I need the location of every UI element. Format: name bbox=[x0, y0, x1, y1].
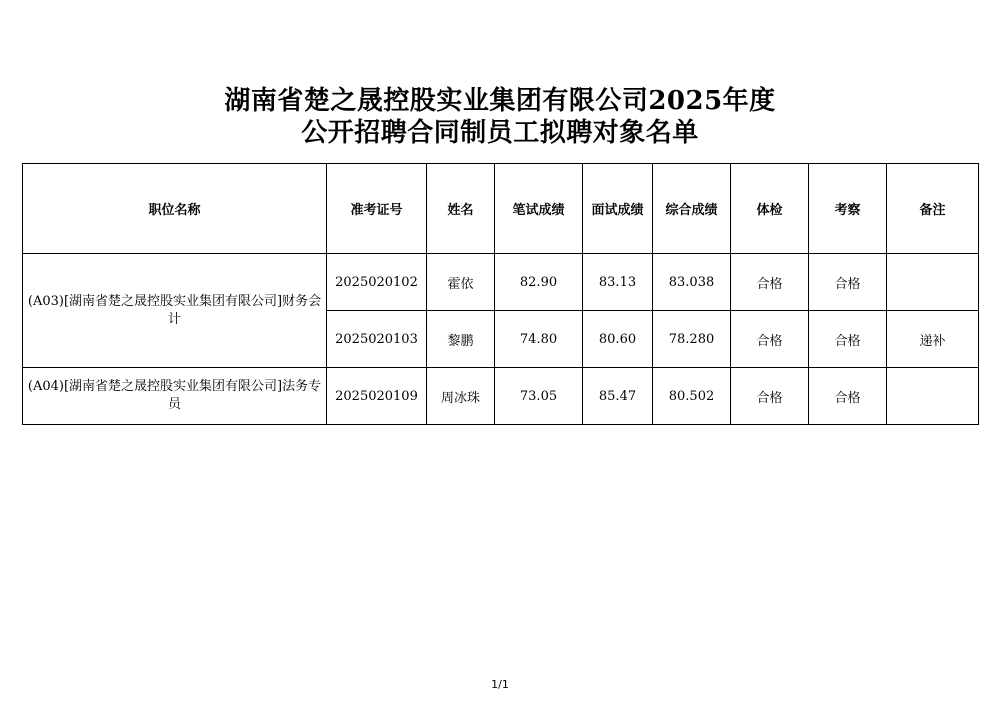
written-score-cell: 73.05 bbox=[495, 368, 583, 425]
position-cell: (A03)[湖南省楚之晟控股实业集团有限公司]财务会计 bbox=[23, 254, 327, 368]
name-cell: 霍依 bbox=[427, 254, 495, 311]
remark-cell: 递补 bbox=[887, 311, 979, 368]
exam-id-cell: 2025020103 bbox=[327, 311, 427, 368]
header-name: 姓名 bbox=[427, 164, 495, 254]
name-cell: 周冰珠 bbox=[427, 368, 495, 425]
inspection-cell: 合格 bbox=[809, 311, 887, 368]
overall-score-cell: 83.038 bbox=[653, 254, 731, 311]
inspection-cell: 合格 bbox=[809, 254, 887, 311]
page-number: 1/1 bbox=[491, 678, 509, 691]
physical-exam-cell: 合格 bbox=[731, 254, 809, 311]
remark-cell bbox=[887, 368, 979, 425]
document-title-line-1: 湖南省楚之晟控股实业集团有限公司2025年度 bbox=[224, 86, 776, 116]
header-overall-score: 综合成绩 bbox=[653, 164, 731, 254]
exam-id-cell: 2025020102 bbox=[327, 254, 427, 311]
candidate-table bbox=[22, 163, 979, 425]
overall-score-cell: 80.502 bbox=[653, 368, 731, 425]
physical-exam-cell: 合格 bbox=[731, 311, 809, 368]
header-remark: 备注 bbox=[887, 164, 979, 254]
physical-exam-cell: 合格 bbox=[731, 368, 809, 425]
written-score-cell: 74.80 bbox=[495, 311, 583, 368]
table-row bbox=[23, 254, 979, 311]
interview-score-cell: 80.60 bbox=[583, 311, 653, 368]
document-title-line-2: 公开招聘合同制员工拟聘对象名单 bbox=[301, 118, 699, 148]
position-cell: (A04)[湖南省楚之晟控股实业集团有限公司]法务专员 bbox=[23, 368, 327, 425]
table-row bbox=[23, 368, 979, 425]
header-position: 职位名称 bbox=[23, 164, 327, 254]
header-interview-score: 面试成绩 bbox=[583, 164, 653, 254]
header-physical-exam: 体检 bbox=[731, 164, 809, 254]
interview-score-cell: 85.47 bbox=[583, 368, 653, 425]
exam-id-cell: 2025020109 bbox=[327, 368, 427, 425]
header-exam-id: 准考证号 bbox=[327, 164, 427, 254]
interview-score-cell: 83.13 bbox=[583, 254, 653, 311]
written-score-cell: 82.90 bbox=[495, 254, 583, 311]
overall-score-cell: 78.280 bbox=[653, 311, 731, 368]
table-header-row bbox=[23, 164, 979, 254]
header-written-score: 笔试成绩 bbox=[495, 164, 583, 254]
remark-cell bbox=[887, 254, 979, 311]
header-inspection: 考察 bbox=[809, 164, 887, 254]
name-cell: 黎鹏 bbox=[427, 311, 495, 368]
inspection-cell: 合格 bbox=[809, 368, 887, 425]
